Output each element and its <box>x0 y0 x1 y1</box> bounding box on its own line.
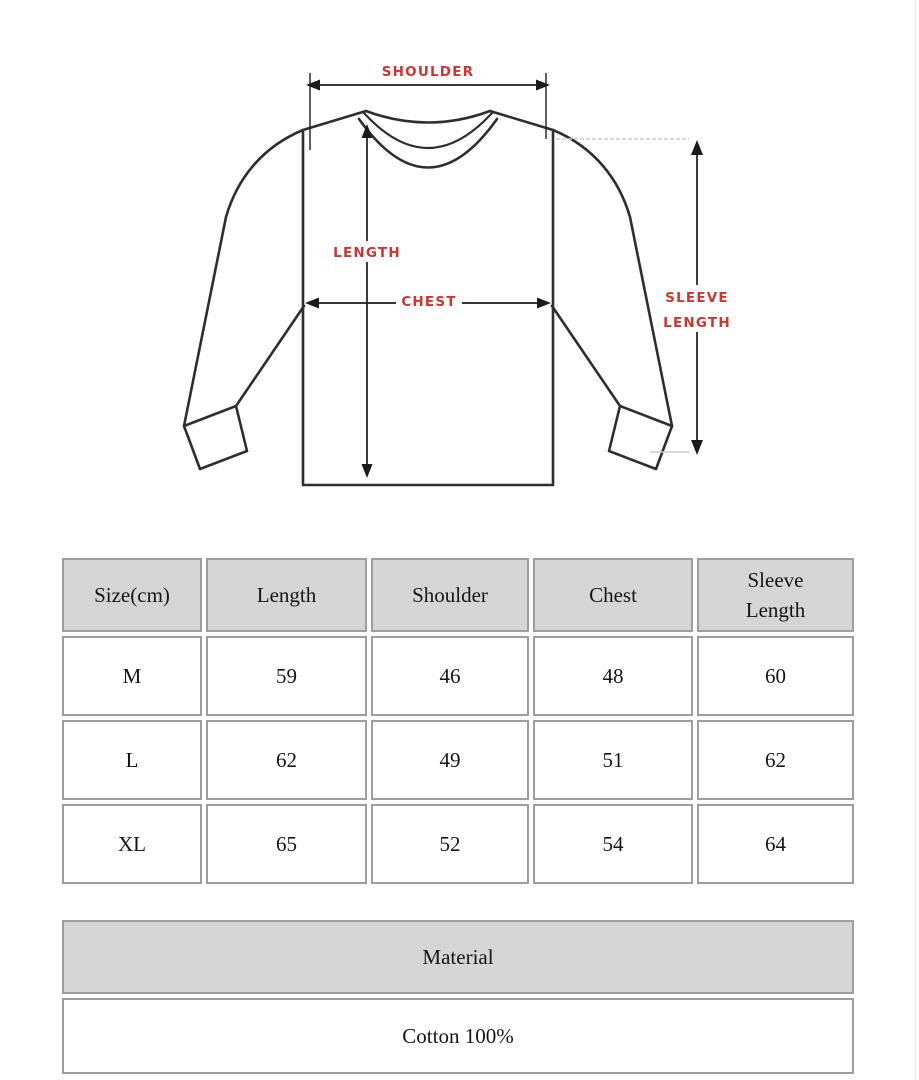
size-l-label: L <box>62 720 202 800</box>
size-xl-length: 65 <box>206 804 367 884</box>
length-arrow-label: LENGTH <box>333 245 401 261</box>
material-header-cell: Material <box>62 920 854 994</box>
size-m-sleeve-length: 60 <box>697 636 854 716</box>
size-l-sleeve-length: 62 <box>697 720 854 800</box>
material-header-row <box>62 920 854 994</box>
size-row-l <box>62 720 854 800</box>
size-table-header-row <box>62 558 854 632</box>
shoulder-arrow-label: SHOULDER <box>381 64 475 80</box>
size-xl-label: XL <box>62 804 202 884</box>
size-xl-sleeve-length: 64 <box>697 804 854 884</box>
material-table <box>58 916 858 1078</box>
header-size-cm: Size(cm) <box>62 558 202 632</box>
size-l-shoulder: 49 <box>371 720 529 800</box>
material-value-cell: Cotton 100% <box>62 998 854 1074</box>
header-sleeve-length <box>697 558 854 632</box>
size-xl-chest: 54 <box>533 804 693 884</box>
header-chest: Chest <box>533 558 693 632</box>
size-l-chest: 51 <box>533 720 693 800</box>
size-table <box>58 554 858 888</box>
sleeve-length-arrow-label-line2: LENGTH <box>663 315 731 331</box>
header-shoulder: Shoulder <box>371 558 529 632</box>
material-value-row <box>62 998 854 1074</box>
size-m-chest: 48 <box>533 636 693 716</box>
size-row-m <box>62 636 854 716</box>
size-xl-shoulder: 52 <box>371 804 529 884</box>
header-length: Length <box>206 558 367 632</box>
size-m-length: 59 <box>206 636 367 716</box>
size-row-xl <box>62 804 854 884</box>
chest-arrow-label: CHEST <box>401 294 457 310</box>
header-sleeve-length-text: Sleeve Length <box>745 567 806 622</box>
size-m-label: M <box>62 636 202 716</box>
size-l-length: 62 <box>206 720 367 800</box>
sleeve-length-arrow-label-line1: SLEEVE <box>665 290 729 306</box>
size-m-shoulder: 46 <box>371 636 529 716</box>
